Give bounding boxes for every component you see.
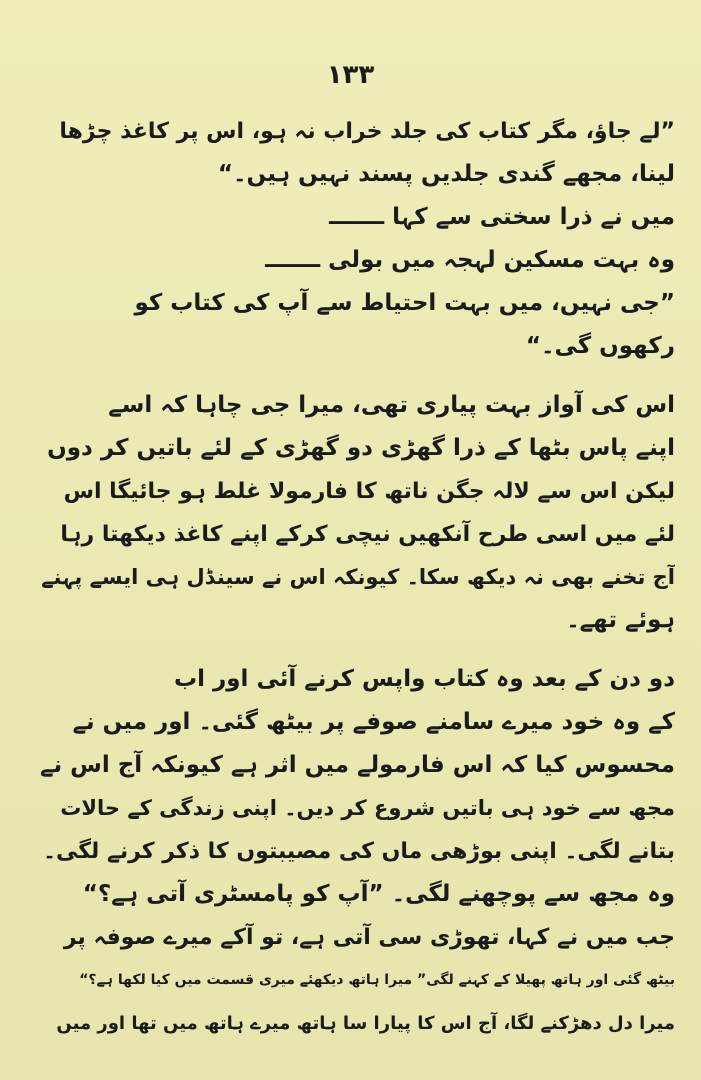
text-line: میرا دل دھڑکنے لگا، آج اس کا پیارا سا ہاتھ میرے ہاتھ میں تھا اور میں bbox=[56, 1013, 675, 1034]
text-line: کے وہ خود میرے سامنے صوفے پر بیٹھ گئی۔ اور میں نے bbox=[72, 709, 675, 735]
paragraph-3 bbox=[40, 658, 675, 916]
text-line: بتانے لگی۔ اپنی بوڑھی ماں کی مصیبتوں کا ذکر کرنے لگی۔ bbox=[43, 839, 675, 864]
text-line: لینا، مجھے گندی جلدیں پسند نہیں ہیں۔“ bbox=[217, 161, 675, 187]
text-line: رکھوں گی۔“ bbox=[525, 333, 675, 359]
paragraph-2 bbox=[40, 384, 675, 642]
text-line: لیکن اس سے لالہ جگن ناتھ کا فارمولا غلط ہو جائیگا اس bbox=[63, 479, 675, 504]
paragraph-gap bbox=[40, 368, 675, 384]
text-line: جب میں نے کہا، تھوڑی سی آتی ہے، تو آکے میرے صوفہ پر bbox=[63, 925, 675, 950]
paragraph-gap bbox=[40, 642, 675, 658]
text-line: وہ بہت مسکین لہجہ میں بولی ـــــــ bbox=[265, 247, 675, 273]
text-line: اس کی آواز بہت پیاری تھی، میرا جی چاہا کہ اسے bbox=[108, 392, 675, 418]
text-line: میں نے ذرا سختی سے کہا ـــــــ bbox=[329, 204, 675, 230]
text-line: ”لے جاؤ، مگر کتاب کی جلد خراب نہ ہو، اس پر کاغذ چڑھا bbox=[59, 119, 675, 144]
text-line: محسوس کیا کہ اس فارمولے میں اثر ہے کیونکہ آج اس نے bbox=[40, 752, 675, 778]
text-line: اپنے پاس بٹھا کے ذرا گھڑی دو گھڑی کے لئے باتیں کر دوں bbox=[47, 435, 675, 461]
text-line: وہ مجھ سے پوچھنے لگی۔ ”آپ کو پامسٹری آتی ہے؟“ bbox=[82, 881, 675, 907]
text-line: دو دن کے بعد وہ کتاب واپس کرنے آئی اور اب bbox=[174, 666, 675, 692]
text-line: مجھ سے خود ہی باتیں شروع کر دیں۔ اپنی زندگی کے حالات bbox=[60, 796, 675, 820]
paragraph-4 bbox=[40, 916, 675, 1045]
paragraph-1 bbox=[40, 110, 675, 368]
page-body-text bbox=[40, 110, 675, 1045]
text-line: لئے میں اسی طرح آنکھیں نیچی کرکے اپنے کاغذ دیکھتا رہا bbox=[60, 522, 675, 547]
text-line: ”جی نہیں، میں بہت احتیاط سے آپ کی کتاب کو bbox=[134, 290, 675, 316]
page-number: ۱۳۳ bbox=[326, 60, 375, 90]
text-line: آج تخنے بھی نہ دیکھ سکا۔ کیونکہ اس نے سینڈل ہی ایسے پہنے bbox=[41, 565, 675, 589]
text-line: بیٹھ گئی اور ہاتھ پھیلا کے کہنے لگی” میرا ہاتھ دیکھئے میری قسمت میں کیا لکھا ہے؟“ bbox=[79, 972, 675, 988]
text-line: ہوئے تھے۔ bbox=[566, 607, 675, 633]
